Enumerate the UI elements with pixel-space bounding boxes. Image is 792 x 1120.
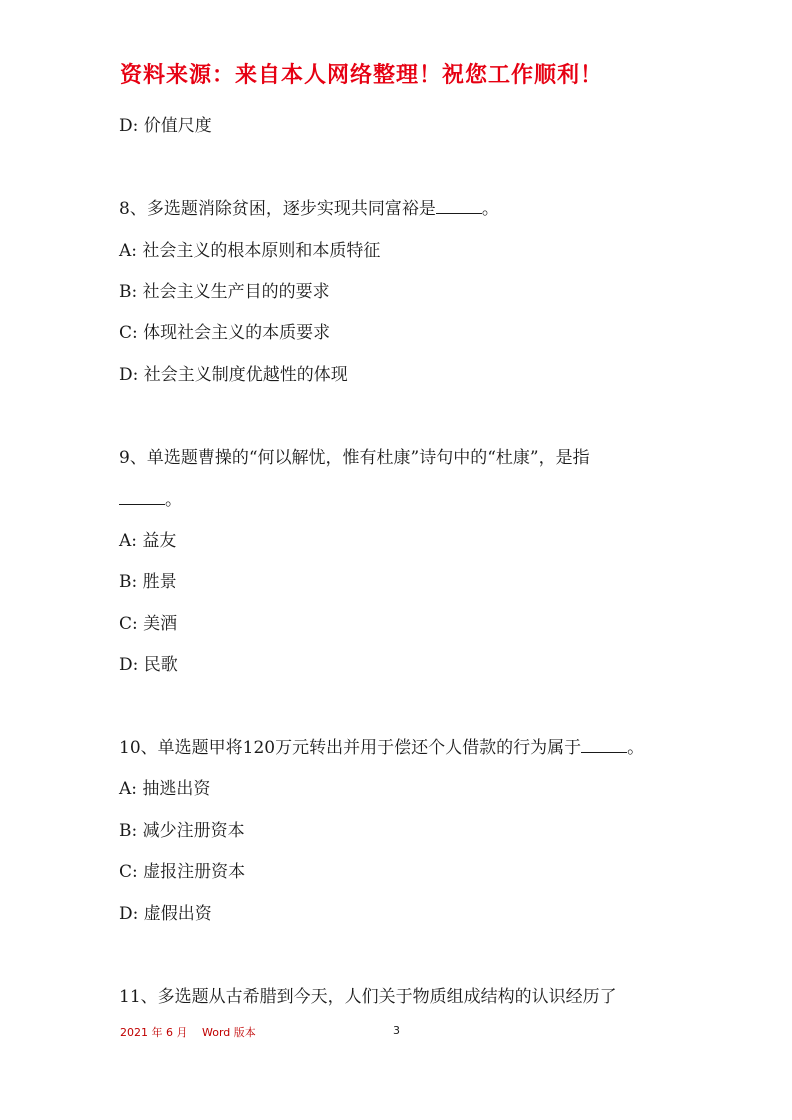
question-9-option-b: B: 胜景 — [119, 572, 177, 592]
answer-blank — [436, 198, 482, 214]
question-8-option-c: C: 体现社会主义的本质要求 — [119, 323, 331, 343]
question-10-option-c: C: 虚报注册资本 — [119, 862, 246, 882]
question-8-option-b: B: 社会主义生产目的的要求 — [119, 282, 330, 302]
page-number: 3 — [393, 1024, 400, 1037]
footer-version: Word 版本 — [202, 1026, 256, 1039]
question-8-option-d: D: 社会主义制度优越性的体现 — [119, 365, 348, 385]
question-9-option-d: D: 民歌 — [119, 655, 178, 675]
question-10-stem: 10、单选题甲将120万元转出并用于偿还个人借款的行为属于 。 — [119, 738, 645, 758]
question-8-option-a: A: 社会主义的根本原则和本质特征 — [119, 241, 381, 261]
question-11-stem: 11、多选题从古希腊到今天，人们关于物质组成结构的认识经历了 — [119, 987, 617, 1007]
footer-date: 2021 年 6 月 — [120, 1026, 188, 1039]
source-banner: 资料来源：来自本人网络整理！祝您工作顺利！ — [120, 63, 604, 88]
question-10-option-b: B: 减少注册资本 — [119, 821, 245, 841]
question-10-option-d: D: 虚假出资 — [119, 904, 212, 924]
prev-option-d: D: 价值尺度 — [119, 116, 212, 136]
question-9-option-a: A: 益友 — [119, 531, 177, 551]
question-10-option-a: A: 抽逃出资 — [119, 779, 211, 799]
answer-blank — [581, 737, 627, 753]
question-9-stem: 9、单选题曹操的“何以解忧，惟有杜康”诗句中的“杜康”，是指 — [119, 448, 590, 468]
question-8-stem: 8、多选题消除贫困，逐步实现共同富裕是 。 — [119, 199, 499, 219]
answer-blank — [119, 489, 165, 505]
question-9-stem-blank: 。 — [119, 489, 182, 511]
question-9-option-c: C: 美酒 — [119, 614, 178, 634]
